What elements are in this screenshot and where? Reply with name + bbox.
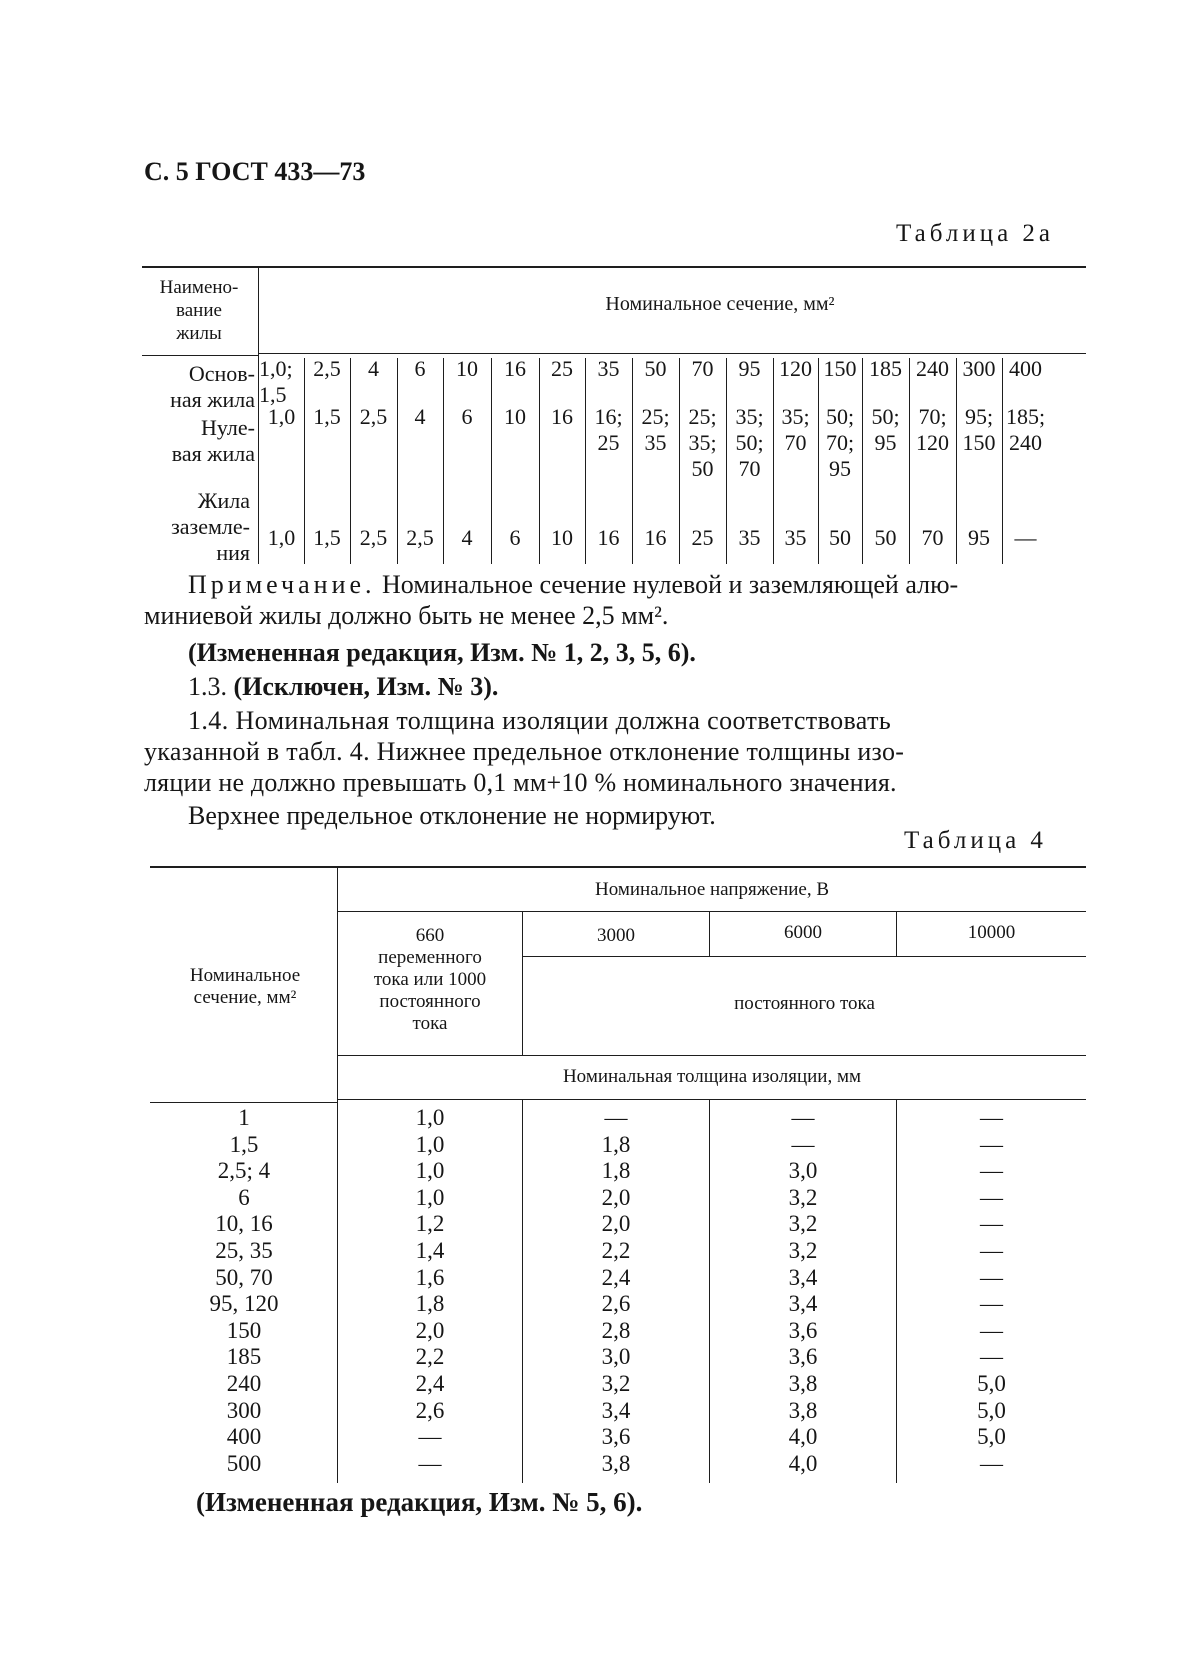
neutral-core-cell: 35; 70 [781, 404, 810, 455]
thickness-3000-value: 3,6 [601, 1424, 631, 1450]
main-core-cell: 35 [597, 356, 620, 381]
item-1-3-text: (Исключен, Изм. № 3). [233, 672, 499, 701]
thickness-660-value: 1,0 [415, 1158, 445, 1184]
table-4-column-6000 [710, 1105, 896, 1477]
thickness-10000-value: — [980, 1291, 1003, 1317]
table-2a-caption: Таблица 2а [896, 220, 1055, 247]
table-4-column-660 [338, 1105, 522, 1477]
main-core-cell: 10 [456, 356, 478, 381]
ground-core-cell: 1,0 [267, 525, 296, 550]
neutral-core-cell: 16; 25 [594, 404, 623, 455]
table-4-thickness-rule-bottom [338, 1099, 1086, 1100]
ground-core-cell: 50 [829, 525, 851, 550]
main-core-cell: 25 [551, 356, 573, 381]
thickness-10000-value: — [980, 1158, 1003, 1184]
thickness-3000-value: 1,8 [601, 1131, 631, 1157]
table-4-voltage-header: Номинальное напряжение, В [594, 879, 830, 900]
table-4-section-rule [150, 1102, 338, 1103]
main-core-cell: 1,0; 1,5 [259, 356, 293, 407]
ground-core-cell: 16 [644, 525, 667, 550]
main-core-cell: 70 [691, 356, 714, 381]
thickness-3000-value: 2,8 [601, 1317, 631, 1343]
neutral-core-cell: 6 [461, 404, 473, 429]
note-line-1 [188, 569, 958, 601]
table-4-thickness-rule-top [338, 1055, 1086, 1056]
item-1-4-line-2: указанной в табл. 4. Нижнее предельное отклонение толщины изо- [144, 737, 905, 766]
edit-note-1: (Измененная редакция, Изм. № 1, 2, 3, 5, 6). [188, 638, 696, 667]
thickness-10000-value: — [980, 1344, 1003, 1370]
row-label-ground-core: Жила заземле- ния [171, 488, 250, 565]
thickness-6000-value: 3,8 [788, 1370, 818, 1396]
ground-core-cell: 2,5 [359, 525, 388, 550]
thickness-10000-value: — [980, 1317, 1003, 1343]
main-core-cell: 6 [414, 356, 426, 381]
thickness-660-value: 1,8 [415, 1291, 445, 1317]
main-core-cell: 185 [869, 356, 902, 381]
thickness-660-value: 1,4 [415, 1237, 445, 1263]
section-value: 6 [238, 1184, 250, 1210]
thickness-660-value: 1,0 [415, 1105, 445, 1130]
thickness-10000-value: — [980, 1450, 1003, 1476]
thickness-10000-value: — [980, 1184, 1003, 1210]
thickness-10000-value: — [980, 1131, 1003, 1157]
thickness-6000-value: 3,0 [788, 1158, 818, 1184]
neutral-core-cell: 95; 150 [962, 404, 996, 455]
section-value: 1,5 [229, 1131, 259, 1157]
section-value: 150 [226, 1317, 262, 1343]
item-1-3-number: 1.3. [188, 672, 227, 701]
thickness-660-value: 2,6 [415, 1397, 445, 1423]
ground-core-cell: 2,5 [406, 525, 434, 550]
thickness-6000-value: 3,8 [788, 1397, 818, 1423]
ground-core-cell: 4 [461, 525, 473, 550]
table-4-top-rule [150, 866, 1086, 868]
section-value: 10, 16 [215, 1211, 273, 1237]
ground-core-cell: 35 [738, 525, 761, 550]
table-4-column-10000 [897, 1105, 1086, 1477]
thickness-660-value: 1,0 [415, 1184, 445, 1210]
neutral-core-cell: 185; 240 [1005, 404, 1046, 455]
main-core-cell: 16 [504, 356, 526, 381]
table-4-caption: Таблица 4 [904, 827, 1047, 854]
main-core-cell: 240 [916, 356, 949, 381]
neutral-core-cell: 35; 50; 70 [735, 404, 764, 481]
item-1-4-line-3: ляции не должно превышать 0,1 мм+10 % номинального значения. [144, 768, 897, 797]
ground-core-cell: 10 [551, 525, 573, 550]
thickness-10000-value: — [980, 1105, 1003, 1130]
thickness-660-value: 2,0 [415, 1317, 445, 1343]
item-1-4-line-1: 1.4. Номинальная толщина изоляции должна соответствовать [188, 706, 892, 735]
neutral-core-cell: 25; 35; 50 [688, 404, 717, 481]
neutral-core-cell: 1,0 [267, 404, 296, 429]
ground-core-cell: 1,5 [313, 525, 341, 550]
section-value: 400 [226, 1424, 262, 1450]
table-2a-header-rule-left [142, 355, 258, 356]
main-core-cell: 400 [1009, 356, 1042, 381]
neutral-core-cell: 50; 70; 95 [825, 404, 855, 481]
page-header: С. 5 ГОСТ 433—73 [144, 157, 366, 186]
main-core-cell: 2,5 [313, 356, 341, 381]
item-1-3 [188, 671, 498, 703]
neutral-core-cell: 50; 95 [871, 404, 900, 455]
table-2a-header-rule [258, 353, 1086, 354]
thickness-3000-value: — [604, 1105, 628, 1130]
ground-core-cell: 16 [597, 525, 620, 550]
neutral-core-cell: 4 [414, 404, 426, 429]
section-value: 95, 120 [209, 1291, 279, 1317]
table-4-section-header: Номинальное сечение, мм² [189, 965, 301, 1008]
ground-core-cell: 95 [968, 525, 990, 550]
section-value: 1 [238, 1105, 250, 1130]
thickness-3000-value: 1,8 [601, 1158, 631, 1184]
thickness-10000-value: — [980, 1211, 1003, 1237]
thickness-6000-value: 4,0 [788, 1424, 818, 1450]
section-value: 50, 70 [215, 1264, 273, 1290]
thickness-3000-value: 3,2 [601, 1370, 631, 1396]
thickness-660-value: — [418, 1424, 442, 1450]
thickness-3000-value: 2,0 [601, 1184, 631, 1210]
note-text: Номинальное сечение нулевой и заземляющей алю- [375, 570, 959, 599]
ground-core-cell: 35 [784, 525, 807, 550]
main-core-cell: 300 [962, 356, 996, 381]
thickness-6000-value: — [791, 1105, 815, 1130]
neutral-core-cell: 70; 120 [916, 404, 949, 455]
section-value: 240 [226, 1370, 262, 1396]
thickness-3000-value: 2,2 [601, 1237, 631, 1263]
ground-core-cell: 25 [691, 525, 714, 550]
edit-note-2: (Измененная редакция, Изм. № 5, 6). [196, 1487, 643, 1517]
table-4-v6000-header: 6000 [784, 922, 822, 943]
neutral-core-cell: 2,5 [359, 404, 388, 429]
thickness-6000-value: 3,4 [788, 1291, 818, 1317]
table-4-thickness-header: Номинальная толщина изоляции, мм [562, 1066, 862, 1087]
thickness-660-value: 2,2 [415, 1344, 445, 1370]
thickness-3000-value: 3,8 [601, 1450, 631, 1476]
thickness-3000-value: 3,0 [601, 1344, 631, 1370]
table-2a-corner-header: Наимено- вание жилы [159, 277, 239, 344]
ground-core-cell: 50 [874, 525, 897, 550]
table-4-column-3000 [523, 1105, 709, 1477]
table-4-column-section [150, 1105, 338, 1477]
main-core-cell: 95 [738, 356, 761, 381]
table-4-dc-header: постоянного тока [734, 993, 875, 1014]
thickness-6000-value: — [791, 1131, 815, 1157]
thickness-10000-value: 5,0 [977, 1370, 1006, 1396]
thickness-10000-value: — [980, 1237, 1003, 1263]
table-2a-top-rule [142, 266, 1086, 268]
thickness-3000-value: 2,0 [601, 1211, 631, 1237]
table-4-voltage-rule [338, 911, 1086, 912]
table-4-v3000-header: 3000 [597, 925, 635, 946]
thickness-3000-value: 3,4 [601, 1397, 631, 1423]
note-label: Примечание. [188, 570, 376, 599]
item-1-4-line-4: Верхнее предельное отклонение не нормируют. [188, 801, 716, 830]
table-4-v10000-header: 10000 [967, 922, 1016, 943]
section-value: 185 [226, 1344, 262, 1370]
thickness-6000-value: 4,0 [788, 1450, 818, 1476]
thickness-10000-value: 5,0 [977, 1397, 1006, 1423]
thickness-660-value: 1,6 [415, 1264, 445, 1290]
thickness-6000-value: 3,6 [788, 1344, 818, 1370]
thickness-6000-value: 3,2 [788, 1237, 818, 1263]
neutral-core-cell: 16 [551, 404, 573, 429]
section-value: 500 [226, 1450, 262, 1476]
table-4-v660-header: 660 переменного тока или 1000 постоянного тока [373, 925, 487, 1034]
thickness-6000-value: 3,2 [788, 1184, 818, 1210]
neutral-core-cell: 10 [504, 404, 526, 429]
table-4-subheader-rule [523, 956, 1086, 957]
note-line-2: миниевой жилы должно быть не менее 2,5 мм². [144, 601, 669, 630]
row-label-neutral-core: Нуле- вая жила [171, 415, 255, 466]
table-2a-section-header: Номинальное сечение, мм² [605, 293, 835, 315]
thickness-3000-value: 2,6 [601, 1291, 631, 1317]
neutral-core-cell: 1,5 [313, 404, 341, 429]
thickness-6000-value: 3,6 [788, 1317, 818, 1343]
thickness-660-value: 1,2 [415, 1211, 445, 1237]
thickness-660-value: 2,4 [415, 1370, 445, 1396]
thickness-3000-value: 2,4 [601, 1264, 631, 1290]
row-label-main-core: Основ- ная жила [170, 361, 255, 412]
main-core-cell: 50 [644, 356, 667, 381]
section-value: 2,5; 4 [217, 1158, 271, 1184]
ground-core-cell: — [1014, 525, 1037, 550]
main-core-cell: 4 [368, 356, 379, 381]
ground-core-cell: 70 [921, 525, 944, 550]
main-core-cell: 150 [823, 356, 857, 381]
section-value: 300 [226, 1397, 262, 1423]
thickness-660-value: 1,0 [415, 1131, 445, 1157]
section-value: 25, 35 [215, 1237, 273, 1263]
thickness-10000-value: — [980, 1264, 1003, 1290]
thickness-660-value: — [418, 1450, 442, 1476]
thickness-6000-value: 3,4 [788, 1264, 818, 1290]
main-core-cell: 120 [779, 356, 812, 381]
thickness-6000-value: 3,2 [788, 1211, 818, 1237]
ground-core-cell: 6 [509, 525, 521, 550]
thickness-10000-value: 5,0 [977, 1424, 1006, 1450]
neutral-core-cell: 25; 35 [641, 404, 670, 455]
